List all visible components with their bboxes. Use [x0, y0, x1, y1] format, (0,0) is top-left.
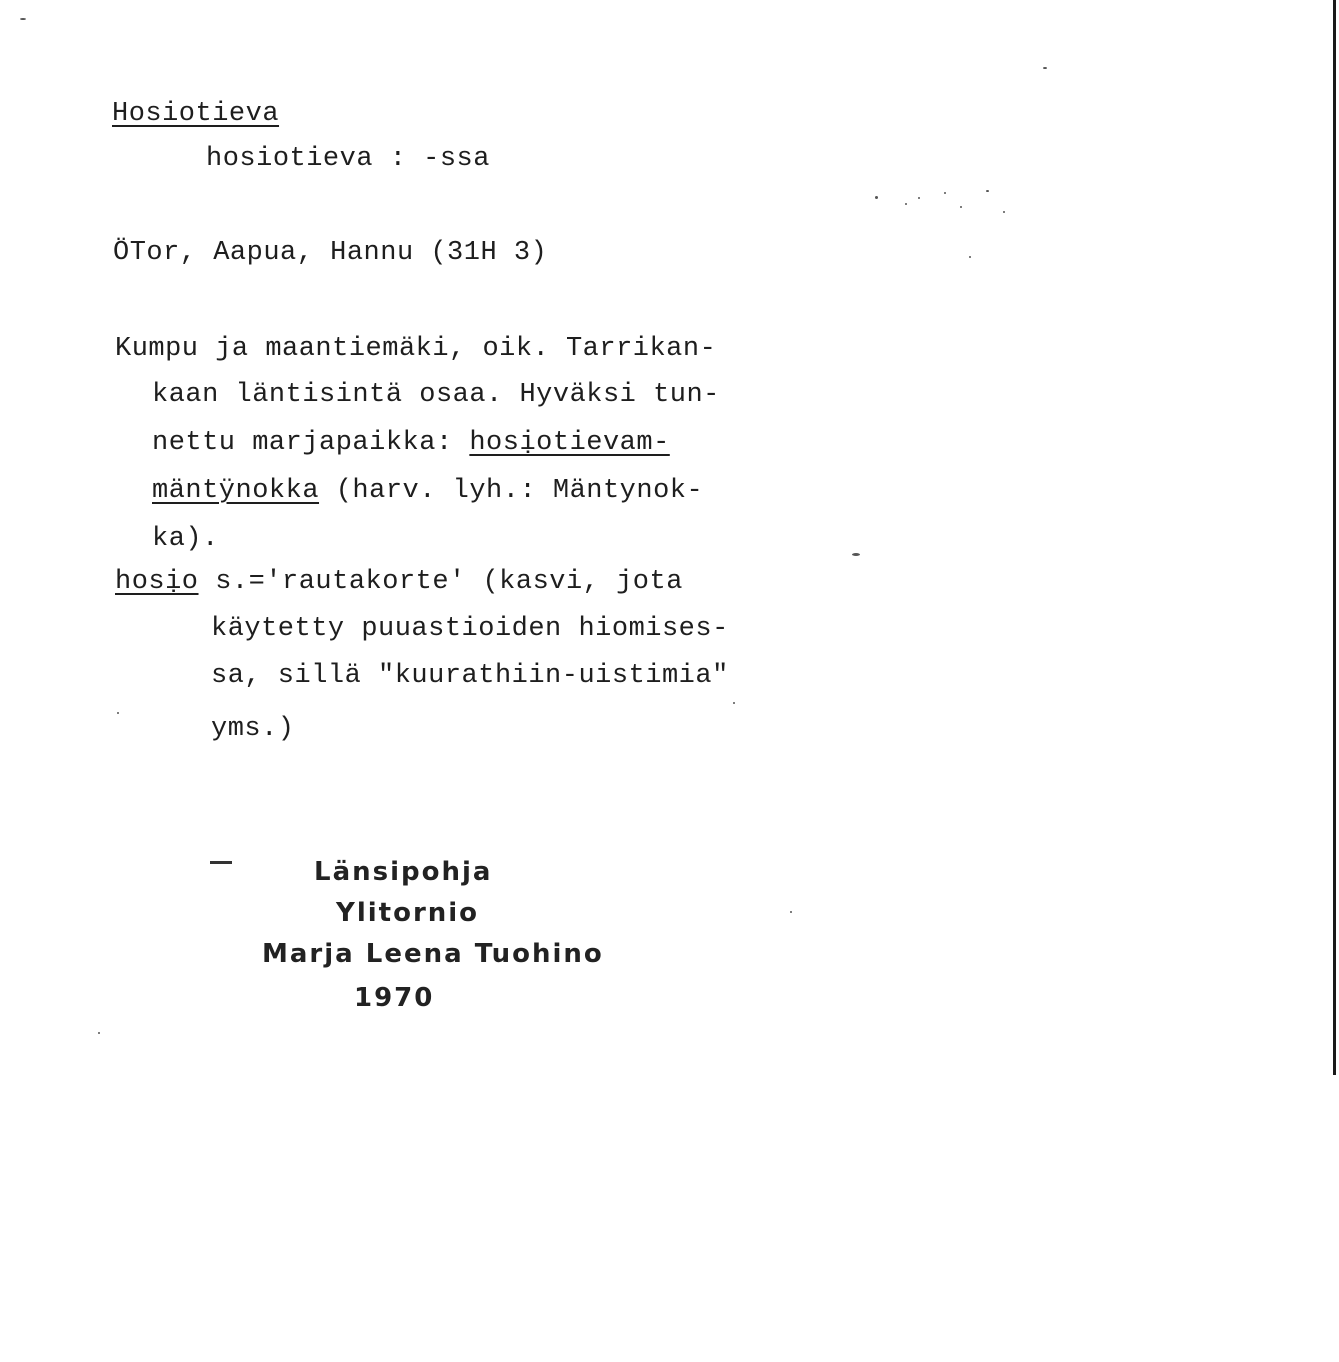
scan-speck	[98, 1032, 100, 1034]
scan-speck	[875, 196, 878, 199]
scan-speck	[20, 18, 26, 20]
scan-speck	[944, 192, 946, 194]
note-line-4: yms.)	[211, 714, 295, 744]
scan-speck	[852, 553, 860, 556]
scan-speck	[733, 702, 735, 704]
stamp-parish: Ylitornio	[336, 898, 480, 928]
scan-speck	[117, 712, 119, 714]
note-line-1-rest: s.='rautakorte' (kasvi, jota	[198, 567, 683, 597]
stamp-dash-mark	[210, 861, 232, 864]
scan-speck	[790, 911, 792, 913]
place-name-term-continued: mäntÿnokka	[152, 476, 320, 506]
description-line-2: kaan läntisintä osaa. Hyväksi tun-	[152, 380, 720, 410]
stamp-year: 1970	[354, 983, 435, 1013]
scan-speck	[1003, 211, 1005, 213]
stamp-collector: Marja Leena Tuohino	[262, 939, 604, 969]
note-line-3: sa, sillä "kuurathiin-uistimia"	[211, 661, 729, 691]
description-line-5: ka).	[152, 524, 219, 554]
description-line-3	[152, 430, 670, 457]
scan-speck	[960, 206, 962, 208]
note-term: hosịo	[115, 567, 199, 597]
scan-speck	[969, 256, 971, 258]
description-line-1: Kumpu ja maantiemäki, oik. Tarrikan-	[115, 334, 717, 364]
scan-speck	[986, 190, 989, 192]
description-line-3-prefix: nettu marjapaikka:	[152, 428, 470, 458]
inflection-rest: otieva : -ssa	[272, 144, 490, 174]
note-line-1	[115, 569, 683, 596]
description-line-4	[152, 478, 703, 505]
inflection-line	[206, 146, 490, 173]
place-name-term: hosịotievam-	[469, 428, 670, 458]
card-edge-line	[1333, 0, 1336, 1075]
inflection-stem: hosi	[206, 144, 273, 174]
scan-speck	[905, 203, 907, 205]
informant-line: ÖTor, Aapua, Hannu (31H 3)	[113, 238, 548, 268]
scan-speck	[1043, 67, 1047, 69]
description-line-4-rest: (harv. lyh.: Mäntynok-	[319, 476, 704, 506]
note-line-2: käytetty puuastioiden hiomises-	[211, 614, 729, 644]
scan-speck	[918, 197, 920, 199]
entry-heading: Hosiotieva	[112, 99, 280, 129]
stamp-region: Länsipohja	[314, 857, 493, 887]
